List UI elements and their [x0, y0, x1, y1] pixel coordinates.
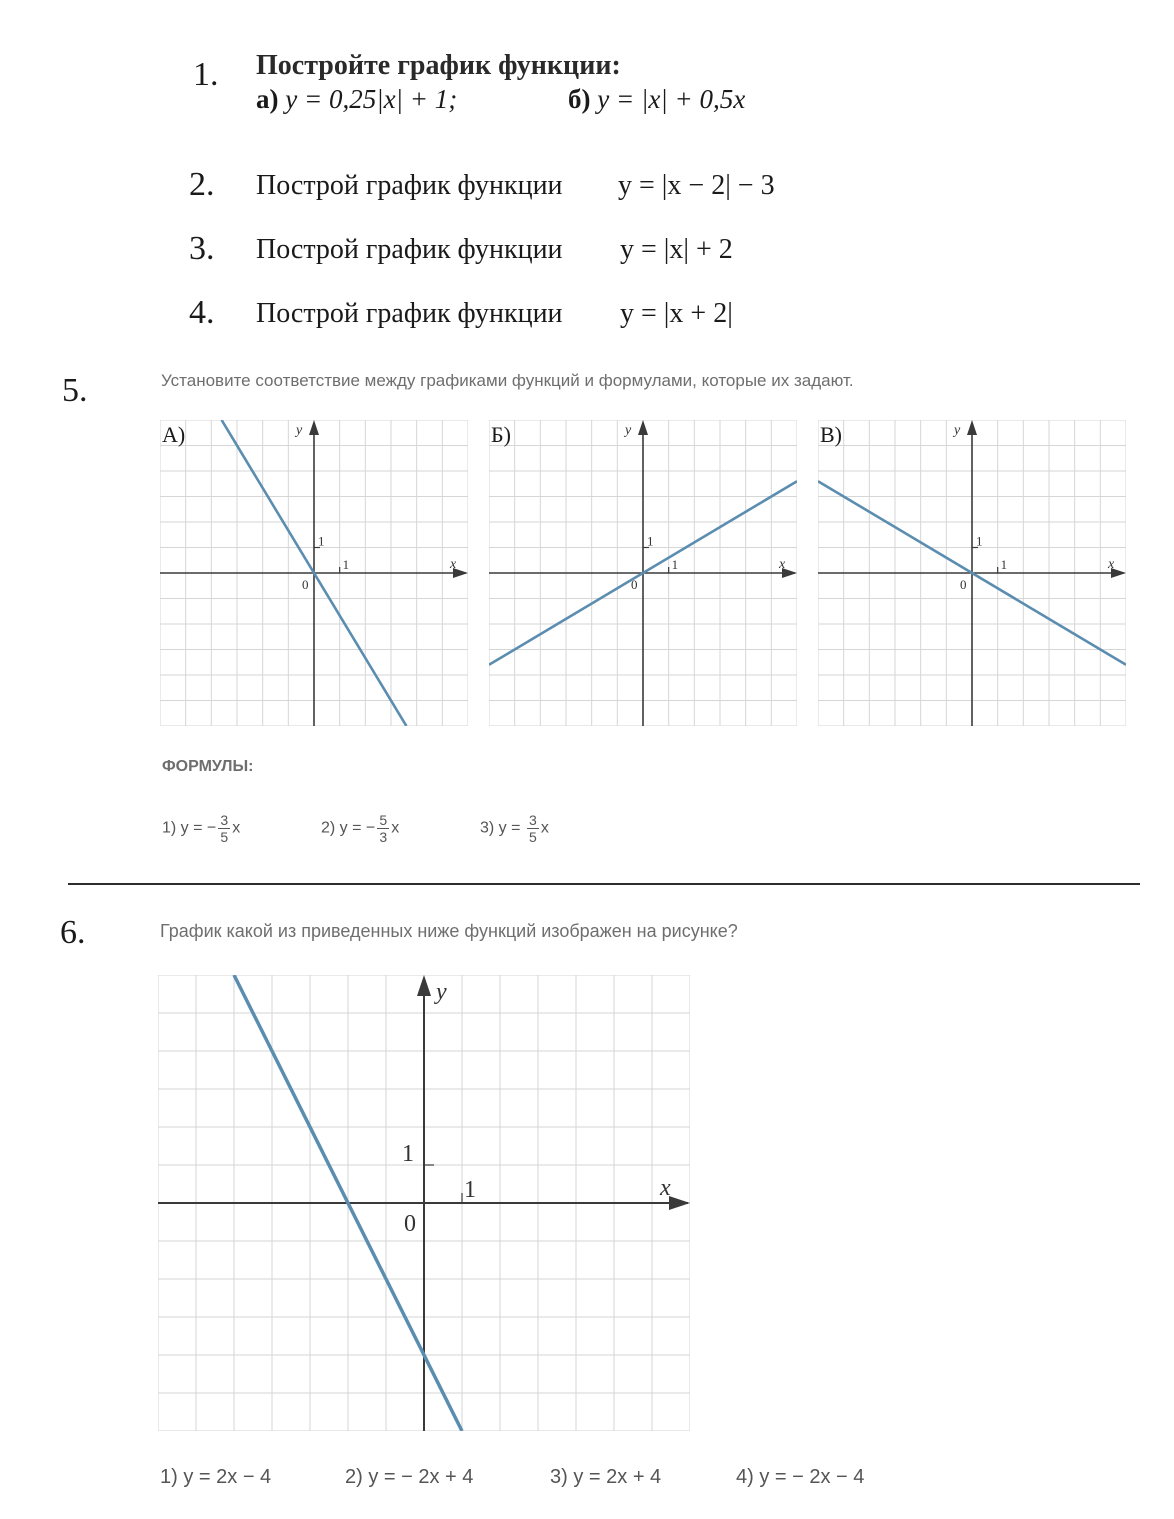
- formula-2-var: x: [391, 819, 400, 837]
- chart-task-6: [158, 975, 690, 1431]
- x-axis-arrow: [669, 1196, 690, 1210]
- formula-option-2: [321, 812, 399, 845]
- formula-3-var: x: [540, 819, 549, 837]
- x-axis-label: x: [1108, 557, 1115, 572]
- task-6-question: График какой из приведенных ниже функций изображен на рисунке?: [160, 921, 738, 941]
- formula-3-fraction: [527, 812, 539, 845]
- formula-1-fraction: [218, 812, 230, 845]
- tick-label-y-one: 1: [647, 533, 654, 549]
- task-2-formula: y = |x − 2| − 3: [618, 170, 775, 201]
- task-1-part-b: [568, 84, 745, 115]
- formula-option-3: [480, 812, 549, 845]
- task-1-part-a-label: а): [256, 84, 279, 114]
- y-axis-label: y: [436, 979, 447, 1005]
- task-1-number: 1.: [193, 56, 219, 93]
- task-1-title: Постройте график функции:: [256, 50, 621, 81]
- panel-label: Б): [491, 422, 511, 447]
- tick-label-x-one: 1: [342, 557, 350, 572]
- answer-option-2[interactable]: 2) y = − 2x + 4: [345, 1466, 474, 1488]
- y-axis-label: y: [954, 423, 961, 438]
- y-axis-arrow: [967, 420, 977, 435]
- chart-b: [489, 420, 797, 726]
- task-3-formula: y = |x| + 2: [620, 234, 733, 265]
- tick-label-x-one: 1: [671, 557, 679, 572]
- x-axis-label: x: [450, 557, 457, 572]
- task-1-part-b-formula: y = |x| + 0,5x: [597, 84, 746, 114]
- formula-3-num: 3: [529, 812, 537, 828]
- task-2-text: Построй график функции: [256, 170, 563, 201]
- formula-1-den: 5: [220, 829, 229, 845]
- tick-label-y-one: 1: [402, 1141, 414, 1167]
- formula-3-den: 5: [529, 829, 537, 845]
- task-1-part-b-label: б): [568, 84, 591, 114]
- tick-label-x-one: 1: [464, 1177, 476, 1203]
- formula-2-fraction: [377, 812, 389, 845]
- task-3-text: Построй график функции: [256, 234, 563, 265]
- formula-2-num: 5: [379, 812, 388, 828]
- tick-label-origin: 0: [404, 1211, 416, 1237]
- tick-label-y-one: 1: [318, 533, 325, 549]
- answer-option-3[interactable]: 3) y = 2x + 4: [550, 1466, 662, 1488]
- task-1-part-a: [256, 84, 457, 115]
- task-4-number: 4.: [189, 294, 215, 331]
- task-4-formula: y = |x + 2|: [620, 298, 733, 329]
- formula-1-num: 3: [220, 812, 229, 828]
- task-1-part-a-formula: y = 0,25|x| + 1;: [285, 84, 458, 114]
- formula-1-label: 1) y =: [162, 819, 203, 837]
- answer-option-4[interactable]: 4) y = − 2x − 4: [736, 1466, 865, 1488]
- formula-1-var: x: [232, 819, 241, 837]
- formula-1-sign: −: [206, 819, 217, 837]
- tick-label-origin: 0: [960, 577, 967, 592]
- section-divider: [68, 883, 1140, 885]
- task-3-number: 3.: [189, 230, 215, 267]
- tick-label-origin: 0: [302, 577, 309, 592]
- tick-label-x-one: 1: [1000, 557, 1008, 572]
- panel-label: В): [820, 422, 842, 447]
- chart-a: [160, 420, 468, 726]
- x-axis-label: x: [660, 1175, 671, 1201]
- x-axis-label: x: [779, 557, 786, 572]
- formula-option-1: [162, 812, 240, 845]
- chart-c: [818, 420, 1126, 726]
- y-axis-label: y: [296, 423, 303, 438]
- y-axis-label: y: [625, 423, 632, 438]
- formulas-heading: ФОРМУЛЫ:: [162, 758, 254, 775]
- formula-3-label: 3) y =: [480, 819, 521, 837]
- panel-label: А): [162, 422, 186, 447]
- task-2-number: 2.: [189, 166, 215, 203]
- task-5-number: 5.: [62, 372, 88, 409]
- formula-2-den: 3: [379, 829, 388, 845]
- task-4-text: Построй график функции: [256, 298, 563, 329]
- y-axis-arrow: [309, 420, 319, 435]
- task-6-number: 6.: [60, 914, 86, 951]
- formula-2-label: 2) y =: [321, 819, 362, 837]
- y-axis-arrow: [417, 975, 431, 996]
- tick-label-y-one: 1: [976, 533, 983, 549]
- task-5-question: Установите соответствие между графиками функций и формулами, которые их задают.: [161, 371, 854, 390]
- formula-2-sign: −: [365, 819, 376, 837]
- y-axis-arrow: [638, 420, 648, 435]
- answer-option-1[interactable]: 1) y = 2x − 4: [160, 1466, 272, 1488]
- tick-label-origin: 0: [631, 577, 638, 592]
